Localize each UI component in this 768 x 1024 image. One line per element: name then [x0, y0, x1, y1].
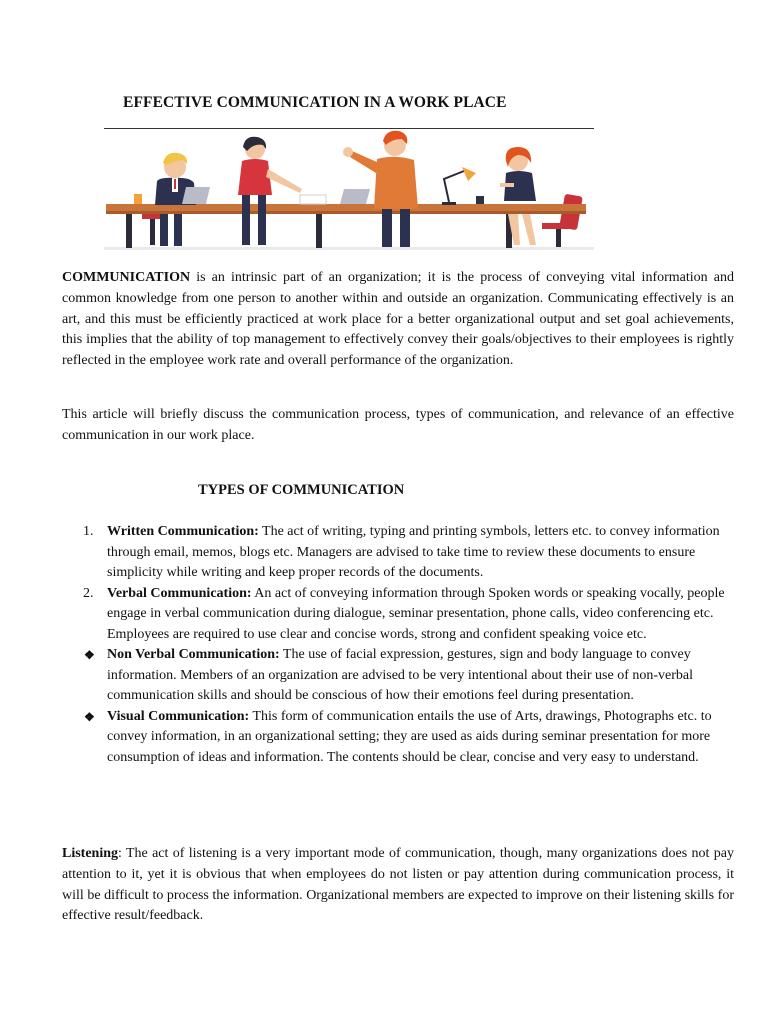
page-title: EFFECTIVE COMMUNICATION IN A WORK PLACE: [123, 94, 507, 111]
intro-lead-term: COMMUNICATION: [62, 270, 191, 285]
diamond-bullet-icon: ❖: [84, 648, 95, 662]
list-item-term: Non Verbal Communication:: [107, 647, 280, 662]
office-meeting-illustration: [104, 128, 594, 254]
listening-paragraph: [62, 844, 734, 927]
list-item-non-verbal: [62, 645, 734, 707]
list-item-visual: [62, 707, 734, 769]
list-item-verbal: [62, 584, 734, 646]
list-item-text: This form of communication entails the use of Arts, drawings, Photographs etc. to convey information, in an organizational setting; they are used as aids during seminar presentation for more consumption of ideas and information. The contents should be clear, concise and very easy to understand.: [107, 708, 712, 765]
list-marker: 2.: [83, 585, 94, 601]
intro-paragraph: [62, 268, 734, 372]
list-item-written: [62, 522, 734, 584]
list-item-term: Verbal Communication:: [107, 585, 252, 601]
meeting-illustration-icon: [104, 129, 594, 254]
intro-text: is an intrinsic part of an organization; it is the process of conveying vital information and common knowledge from one person to another within and outside an organization. Communicating effectively is an art, and this must be efficiently practiced at work place for a better organizational output and set goal achievements, this implies that the ability of top management to effectively convey their goals/objectives to their employees is rightly reflected in the employee work rate and overall performance of the organization.: [62, 270, 734, 369]
list-item-text: An act of conveying information through Spoken words or speaking vocally, people engage in verbal communication during dialogue, seminar presentation, phone calls, video conferencing etc. Employees are required to use clear and concise words, strong and confident speaking voice etc.: [107, 585, 725, 642]
list-item-text: The use of facial expression, gestures, sign and body language to convey information. Members of an organization are advised to be very intentional about their use of non-verbal communication skills and should be conscious of how their emotions feel during presentation.: [107, 647, 694, 703]
types-heading: TYPES OF COMMUNICATION: [198, 482, 405, 498]
listening-term: Listening: [62, 846, 119, 861]
article-note-paragraph: This article will briefly discuss the communication process, types of communication, and relevance of an effective communication in our work place.: [62, 407, 734, 443]
listening-text: : The act of listening is a very important mode of communication, though, many organizations does not pay attention to it, yet it is obvious that when employees do not listen or pay attention during communication process, it will be difficult to process the information. Organizational members are expected to improve on their listening skills for effective result/feedback.: [62, 846, 734, 924]
list-marker: 1.: [83, 524, 94, 539]
list-item-term: Written Communication:: [107, 524, 259, 539]
diamond-bullet-icon: ❖: [84, 709, 95, 724]
types-list: [62, 522, 734, 768]
list-item-term: Visual Communication:: [107, 708, 250, 724]
list-item-text: The act of writing, typing and printing symbols, letters etc. to convey information through email, memos, blogs etc. Managers are advised to take time to review these documents to ensure simplicity while writing and keep proper records of the documents.: [107, 524, 720, 580]
